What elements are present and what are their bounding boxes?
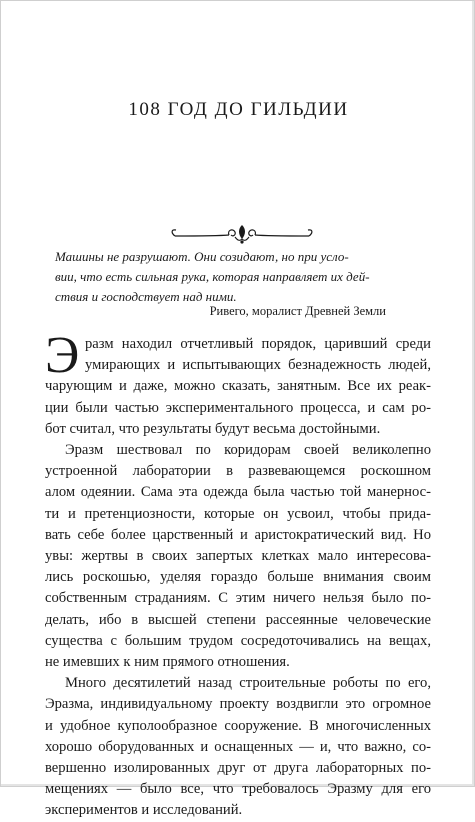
text-line: чарующим и даже, можно сказать, занятным. Все их реак- <box>45 378 431 395</box>
dropcap-block <box>45 327 431 384</box>
text-line: Эразма, индивидуальному проекту воздвигли это огромное <box>45 696 431 713</box>
chapter-title: 108 ГОД ДО ГИЛЬДИИ <box>128 99 349 120</box>
epigraph <box>55 247 385 307</box>
text-line: хорошо оборудованных и оснащенных — и, что важно, со- <box>45 738 431 755</box>
text-line: не имевших к ним прямого отношения. <box>45 654 290 671</box>
epigraph-line: Машины не разрушают. Они созидают, но при усло- <box>55 249 349 264</box>
text-line: умирающих и испытывающих безнадежность людей, <box>85 357 431 374</box>
epigraph-line: ствия и господствует над ними. <box>55 289 237 304</box>
text-line: делать, ибо в высшей степени рассеянные человеческие <box>45 611 431 628</box>
dropcap-letter: Э <box>45 327 80 384</box>
body-text <box>45 327 431 822</box>
text-line: Много десятилетий назад строительные роботы по его, <box>65 675 431 692</box>
text-line: существа с большим трудом сосредоточивались на вещах, <box>45 632 431 649</box>
text-line: собственным страданиям. С этим ничего нельзя было по- <box>45 590 431 607</box>
epigraph-line: вии, что есть сильная рука, которая направляет их дей- <box>55 269 370 284</box>
text-line: ти и претенциозности, которые он усвоил, чтобы прида- <box>45 505 431 522</box>
floral-divider-icon <box>167 223 317 245</box>
text-line: ции были частью экспериментального процесса, и сам ро- <box>45 399 431 416</box>
text-line: лись роскошью, уделяя гораздо больше внимания своим <box>45 569 431 586</box>
text-line: увы: жертвы в своих запертых клетках мало интересова- <box>45 548 431 565</box>
text-line: экспериментов и исследований. <box>45 802 243 819</box>
epigraph-attribution: Ривего, моралист Древней Земли <box>209 304 386 318</box>
text-line: вать себе более царственный и аристократический вид. Но <box>45 526 431 543</box>
text-line: Эразм шествовал по коридорам своей великолепно <box>65 442 431 459</box>
text-line: устроенной лаборатории в развевающемся роскошном <box>45 463 431 480</box>
text-line: и удобное куполообразное сооружение. В многочисленных <box>45 717 431 734</box>
text-line: алом одеянии. Сама эта одежда была частью той манернос- <box>45 484 431 501</box>
text-line: бот считал, что результаты будут весьма достойными. <box>45 420 381 437</box>
text-line: мещениях — было все, что требовалось Эразму для его <box>45 781 431 798</box>
text-line: вершенно изолированных друг от друга лабораторных по- <box>45 760 431 777</box>
text-line: разм находил отчетливый порядок, царивший среди <box>85 336 431 352</box>
